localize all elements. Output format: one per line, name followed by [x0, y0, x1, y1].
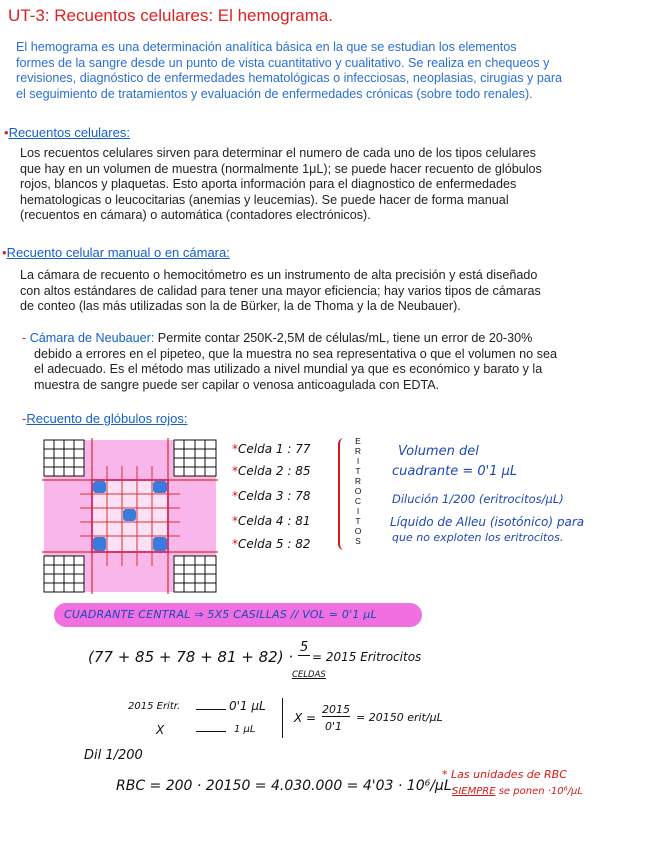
celda-row: [232, 537, 310, 551]
intro-line: revisiones, diagnóstico de enfermedades hematológicas o infecciosas, neoplasias, cirugias y para: [16, 71, 563, 85]
recuentos-paragraph: [20, 146, 650, 224]
paragraph-line: el adecuado. Es el método mas utilizado a nivel mundial ya que es económico y barato y la: [34, 362, 543, 376]
celda-value: 85: [295, 464, 311, 478]
asterisk-icon: *: [232, 537, 238, 551]
celda-row: [232, 442, 310, 456]
celda-label: Celda 1 :: [238, 442, 292, 456]
bullet-icon: •: [4, 125, 9, 140]
eritrocitos-letter: T: [355, 516, 361, 526]
counted-cell-4: [93, 537, 106, 551]
paragraph-line: La cámara de recuento o hemocitómetro es un instrumento de alta precisión y está diseñado: [20, 268, 538, 282]
paragraph-line: (recuentos en cámara) o automática (contadores electrónicos).: [20, 208, 371, 222]
neubauer-first-line: [22, 331, 652, 347]
eritrocitos-letter: S: [355, 536, 361, 546]
celda-label: Celda 2 :: [238, 464, 292, 478]
section-heading-recuentos: [4, 125, 130, 140]
brace-left: [338, 438, 346, 550]
note-liquido-2: que no exploten los eritrocitos.: [392, 531, 564, 544]
eritrocitos-vertical: [351, 436, 365, 546]
eritrocitos-letter: O: [354, 526, 362, 536]
section-heading-rojos: [22, 411, 188, 426]
equation-five: 5: [300, 640, 309, 655]
rule-x: X =: [294, 711, 317, 725]
note-volumen-2: cuadrante = 0'1 μL: [392, 464, 518, 479]
counted-cell-1: [93, 481, 106, 493]
eritrocitos-letter: C: [354, 496, 362, 506]
paragraph-line: Los recuentos celulares sirven para determinar el numero de cada uno de los tipos celulares: [20, 146, 536, 160]
section-heading-text: Recuento celular manual o en cámara:: [6, 245, 230, 260]
celda-value: 77: [295, 442, 311, 456]
paragraph-line: que hay en un volumen de muestra (normalmente 1μL); se puede hacer recuento de glóbulos: [20, 161, 542, 176]
eritrocitos-letter: E: [355, 436, 361, 446]
rule-line-2: [196, 731, 226, 732]
paragraph-line: rojos, blancos y plaquetas. Esto aporta información para el diagnostico de enfermedades: [20, 177, 517, 191]
manual-paragraph: [20, 268, 650, 315]
units-note-rest: se ponen ·10⁶/μL: [495, 786, 583, 797]
asterisk-icon: *: [232, 464, 238, 478]
paragraph-line: hematologicas o leucocitarias (anemias y leucemias). Se puede hacer de forma manual: [20, 192, 509, 207]
intro-line: El hemograma es una determinación analítica básica en la que se estudian los elementos: [16, 40, 517, 54]
intro-line: el seguimiento de tratamientos y evaluación de enfermedades crónicas (sobre todo renales).: [16, 86, 533, 101]
dash-icon: -: [22, 411, 27, 426]
asterisk-icon: *: [232, 489, 238, 503]
eritrocitos-letter: T: [355, 466, 361, 476]
section-heading-manual: [2, 245, 230, 260]
eritrocitos-letter: R: [354, 476, 362, 486]
eritrocitos-letter: R: [354, 446, 362, 456]
neubauer-paragraph: [22, 331, 652, 393]
rule-line-1: [196, 709, 226, 710]
rule-fraction-den: 0'1: [325, 720, 343, 733]
celda-label: Celda 4 :: [238, 514, 292, 528]
celda-row: [232, 514, 310, 528]
celda-row: [232, 464, 310, 478]
equation-result: = 2015 Eritrocitos: [312, 650, 422, 664]
neubauer-first-text: Permite contar 250K-2,5M de células/mL, tiene un error de 20-30%: [154, 331, 533, 345]
dilution-label: Dil 1/200: [84, 748, 143, 763]
equation-celdas: CELDAS: [292, 670, 326, 680]
page-title: UT-3: Recuentos celulares: El hemograma.: [8, 6, 334, 25]
section-heading-text: Recuentos celulares:: [8, 125, 130, 140]
rule-row1-right: 0'1 μL: [229, 699, 266, 713]
intro-line: formes de la sangre desde un punto de vista cuantitativo y cualitativo. Se realiza en chequeos y: [16, 55, 550, 70]
rule-brace: [282, 698, 283, 738]
counted-cell-3: [123, 509, 136, 521]
celda-value: 82: [295, 537, 311, 551]
rule-row1-left: 2015 Eritr.: [128, 701, 181, 712]
neubauer-label: Cámara de Neubauer:: [29, 331, 155, 345]
rule-result: = 20150 erit/μL: [356, 711, 443, 724]
rule-row2-left: X: [156, 723, 165, 737]
rbc-equation: RBC = 200 · 20150 = 4.030.000 = 4'03 · 10⁶/μL.: [116, 778, 457, 794]
celda-row: [232, 489, 310, 503]
eritrocitos-letter: O: [354, 486, 362, 496]
units-note-line1: * Las unidades de RBC: [442, 768, 567, 781]
asterisk-icon: *: [232, 514, 238, 528]
units-note-siempre: SIEMPRE: [452, 786, 496, 797]
paragraph-line: muestra de sangre puede ser capilar o venosa anticoagulada con EDTA.: [34, 377, 440, 392]
cuadrante-central-note: CUADRANTE CENTRAL ⇒ 5X5 CASILLAS // VOL = 0'1 μL: [64, 608, 377, 621]
note-volumen-1: Volumen del: [398, 444, 479, 459]
note-dilucion: Dilución 1/200 (eritrocitos/μL): [392, 492, 564, 506]
dash-icon: -: [22, 331, 30, 345]
rule-fraction-num: 2015: [322, 703, 350, 716]
asterisk-icon: *: [232, 442, 238, 456]
eritrocitos-letter: I: [356, 456, 360, 466]
paragraph-line: con altos estándares de calidad para tener una mayor eficiencia; hay varios tipos de cámaras: [20, 283, 541, 298]
counted-cell-5: [153, 537, 167, 551]
rule-row2-right: 1 μL: [234, 724, 256, 735]
neubauer-chamber-diagram: [40, 436, 220, 596]
celda-value: 81: [295, 514, 311, 528]
celda-label: Celda 3 :: [238, 489, 292, 503]
celda-label: Celda 5 :: [238, 537, 292, 551]
equation-sum: (77 + 85 + 78 + 81 + 82) ·: [88, 648, 294, 666]
section-heading-text: Recuento de glóbulos rojos:: [26, 411, 188, 426]
bullet-icon: •: [2, 245, 7, 260]
paragraph-line: debido a errores en el pipeteo, que la muestra no sea representativa o que el volumen no sea: [34, 346, 557, 361]
counted-cell-2: [153, 481, 167, 493]
intro-paragraph: [16, 40, 650, 102]
eritrocitos-letter: I: [356, 506, 360, 516]
units-note-line2: [452, 786, 583, 797]
note-liquido-1: Líquido de Alleu (isotónico) para: [390, 515, 585, 529]
paragraph-line: de conteo (las más utilizadas son la de Bürker, la de Thoma y la de Neubauer).: [20, 299, 461, 313]
celda-value: 78: [295, 489, 311, 503]
